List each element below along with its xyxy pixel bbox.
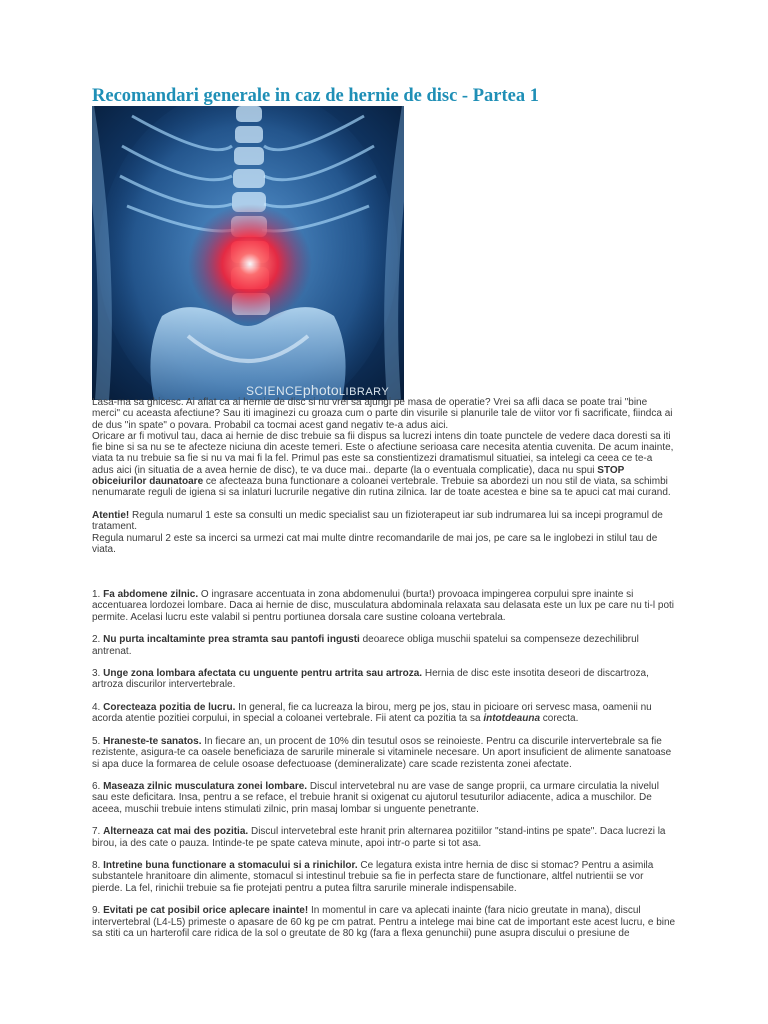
list-item: 6. Maseaza zilnic musculatura zonei lombare. Discul intervetebral nu are vase de sange proprii, ca urmare circulatia la nivelul sau este deficitara. Insa, pentru a se reface, el trebuie hranit si oxigenat cu ajutorul tesuturilor adiacente, adica a muschilor. De aceea, muschii trebuie intens stimulati zilnic, prin masaj lombar si unguente penetrante. xyxy=(92,781,659,815)
list-item: 1. Fa abdomene zilnic. O ingrasare accentuata in zona abdomenului (burta!) provoaca impingerea corpului spre inainte si accentuarea lordozei lombare. Daca ai hernie de disc, musculatura abdominala relaxata sau delasata este un lux pe care nu ti-l poti permite. Acelasi lucru este valabil si pentru portiunea dorsala care sustine coloana vertebrala. xyxy=(92,589,675,623)
spine-xray-image xyxy=(92,106,404,400)
spine-illustration xyxy=(92,106,404,400)
list-item: 3. Unge zona lombara afectata cu unguente pentru artrita sau artroza. Hernia de disc este insotita deseori de discartroza, artroza discurilor intervertebrale. xyxy=(92,668,649,691)
list-item: 8. Intretine buna functionare a stomacului si a rinichilor. Ce legatura exista intre hernia de disc si stomac? Pentru a asimila substantele hranitoare din alimente, stomacul si intestinul trebuie sa fie in perfecta stare de functionare, altfel nutrientii se vor pierde. La fel, rinichii trebuie sa fie protejati pentru a putea filtra sarurile minerale indispensabile. xyxy=(92,860,654,894)
rule-two-paragraph: Regula numarul 2 este sa incerci sa urmezi cat mai multe dintre recomandarile de mai jos, pe care sa le inglobezi in stilul tau de viata. xyxy=(92,532,658,555)
page-title: Recomandari generale in caz de hernie de disc - Partea 1 xyxy=(92,86,539,106)
pain-highlight xyxy=(188,204,312,324)
list-item: 9. Evitati pe cat posibil orice aplecare inainte! In momentul in care va aplecati inainte (fara nicio greutate in mana), discul intervertebral (L4-L5) primeste o apasare de 60 kg pe cm patrat. Pentru a intelege mai bine cat de important este acest lucru, e bine sa stiti ca un harterofil care ridica de la sol o greutate de 80 kg (fara a flexa genunchii) pune asupra discului o presiune de xyxy=(92,905,676,939)
article-body xyxy=(92,397,676,939)
attention-paragraph: Atentie! Regula numarul 1 este sa consulti un medic specialist sau un fizioterapeut iar sub indrumarea lui sa incepi programul de tratament. xyxy=(92,509,663,533)
list-item: 5. Hraneste-te sanatos. In fiecare an, un procent de 10% din tesutul osos se reinoieste. Pentru ca discurile intervertebrale sa fie rezistente, asigura-te ca oasele beneficiaza de sarurile minerale si vitaminele necesare. Un aport insuficient de alimente sanatoase si apa duce la formarea de celule osoase defectuoase (demineralizate) care scade rezistenta zonei afectate. xyxy=(92,735,672,770)
intro-paragraph-2: Oricare ar fi motivul tau, daca ai hernie de disc trebuie sa fii dispus sa lucrezi intens din toate punctele de vedere daca doresti sa iti fie bine si sa nu se te afecteze niciuna din aceste temeri. Este o afectiune serioasa care necesita atentia cuvenita. De acum inainte, viata ta nu trebuie sa fie si nu va mai fi la fel. Primul pas este sa constientizezi dramatismul situatiei, sa intelegi ca ceea ce te-a adus aici (in situatia de a avea hernie de disc), te va duce mai.. departe (la o eventuala complicatie), daca nu spui STOP obiceiurilor daunatoare ce afecteaza buna functionare a coloanei vertebrale. Trebuie sa abordezi un nou stil de viata, sa schimbi nenumarate reguli de igiena si sa inlaturi lucrurile negative din rutina zilnica. Iar de toate acestea e bine sa te apuci cat mai curand. xyxy=(92,430,674,499)
list-item: 4. Corecteaza pozitia de lucru. In general, fie ca lucreaza la birou, merg pe jos, stau in picioare ori servesc masa, oamenii nu acorda atentie pozitiei corpului, in special a coloanei vertebrale. Fii atent ca pozitia ta sa intotdeauna corecta. xyxy=(92,702,652,725)
intro-paragraph-1: Lasa-ma sa ghicesc. Ai aflat ca ai hernie de disc si nu vrei sa ajungi pe masa de operatie? Vrei sa afli daca se poate trai "bine merci" cu aceasta afectiune? Sau iti imaginezi cu groaza cum o parte din visurile si planurile tale de viitor vor fi sacrificate, fiindca ai de dus "in spate" o povara. Probabil ca tocmai acest gand negativ te-a adus aici. xyxy=(92,397,673,431)
list-item: 2. Nu purta incaltaminte prea stramta sau pantofi ingusti deoarece obliga muschii spatelui sa compenseze dezechilibrul antrenat. xyxy=(92,634,639,657)
image-watermark: SCIENCEphotoLIBRARY xyxy=(246,382,390,398)
list-item: 7. Alterneaza cat mai des pozitia. Discul intervetebral este hranit prin alternarea pozitiilor "stand-intins pe spate". Daca lucrezi la birou, ia des cate o pauza. Intinde-te pe spate cateva minute, apoi intr-o parte si tot asa. xyxy=(92,826,666,849)
